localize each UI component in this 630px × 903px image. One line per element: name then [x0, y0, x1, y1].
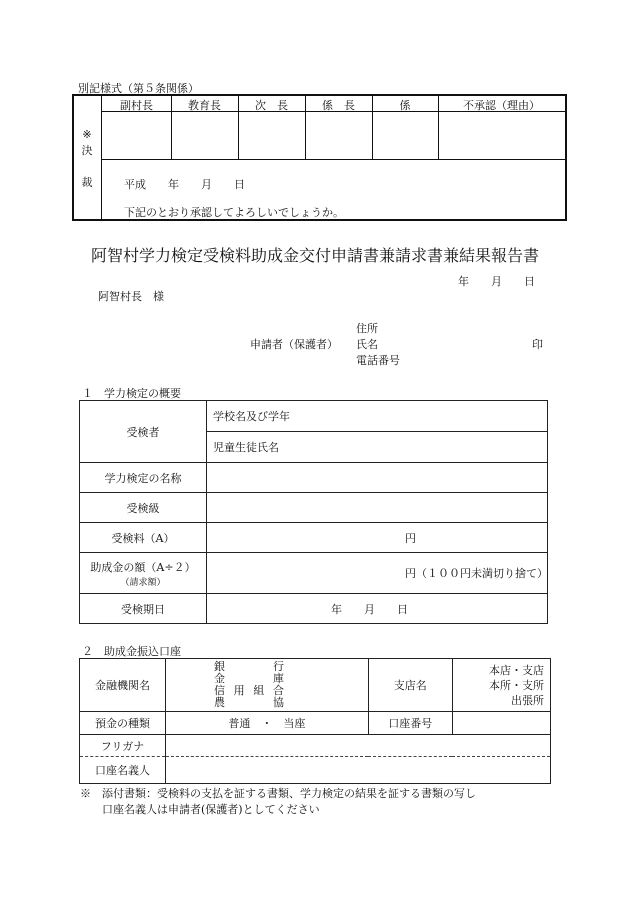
- applicant-phone: 電話番号: [356, 354, 400, 367]
- account-number-label: 口座番号: [368, 712, 452, 735]
- account-holder-field[interactable]: [166, 757, 551, 784]
- subsidy-label: [80, 553, 207, 594]
- approval-date: 平成 年 月 日: [124, 178, 245, 191]
- applicant-label: 申請者（保護者）: [250, 338, 338, 351]
- institution-type-bank: 銀 行: [214, 660, 284, 673]
- furigana-label: フリガナ: [80, 735, 166, 757]
- deposit-type-label: 預金の種類: [80, 712, 166, 735]
- deposit-type-options[interactable]: 普通 ・ 当座: [166, 712, 369, 735]
- role-staff: 係: [399, 99, 411, 112]
- subsidy-label-sub: （請求額）: [120, 577, 166, 588]
- test-name-label: 学力検定の名称: [80, 463, 207, 493]
- subsidy-unit: 円（１００円未満切り捨て）: [405, 567, 548, 580]
- form-title: 阿智村学力検定受検料助成金交付申請書兼請求書兼結果報告書: [90, 246, 539, 265]
- fee-field[interactable]: [207, 523, 548, 553]
- exam-date-field[interactable]: [207, 594, 548, 624]
- approval-divider: [102, 159, 565, 160]
- approval-box: [72, 94, 567, 221]
- furigana-field[interactable]: [166, 735, 551, 757]
- student-name-field[interactable]: 児童生徒氏名: [207, 432, 548, 463]
- approval-request: 下記のとおり承認してよろしいでしょうか。: [124, 206, 344, 219]
- examinee-label: 受検者: [80, 401, 207, 463]
- branch-type-office: 本所・支所: [489, 678, 544, 692]
- approval-side-char: 裁: [81, 176, 93, 189]
- fee-unit: 円: [405, 531, 416, 545]
- approval-mark: ※: [82, 128, 92, 141]
- institution-field[interactable]: [166, 659, 369, 712]
- note-account-holder: 口座名義人は申請者(保護者)としてください: [80, 803, 320, 816]
- test-name-field[interactable]: [207, 463, 548, 493]
- bank-account-table: [79, 658, 551, 784]
- level-label: 受検級: [80, 493, 207, 523]
- note-attachments: ※ 添付書類：受検料の支払を証する書類、学力検定の結果を証する書類の写し: [80, 787, 476, 800]
- subsidy-field[interactable]: [207, 553, 548, 594]
- approval-side-column: [72, 94, 102, 221]
- section2-heading: ２ 助成金振込口座: [82, 645, 181, 658]
- seal-mark: 印: [532, 338, 543, 351]
- approval-side-char: 決: [81, 144, 93, 157]
- exam-overview-table: [79, 400, 548, 624]
- subsidy-label-main: 助成金の額（A÷２）: [90, 560, 196, 574]
- exam-date-label: 受検期日: [80, 594, 207, 624]
- institution-type-shinkin: 金 庫: [214, 672, 284, 685]
- branch-type-outlet: 出張所: [511, 693, 544, 707]
- account-number-field[interactable]: [452, 712, 550, 735]
- branch-field[interactable]: [452, 659, 550, 712]
- applicant-address: 住所: [356, 322, 378, 335]
- applicant-name: 氏名: [356, 338, 378, 351]
- form-style-label: 別記様式（第５条関係）: [78, 82, 199, 95]
- institution-label: 金融機関名: [80, 659, 166, 712]
- exam-date-value: 年 月 日: [331, 602, 408, 616]
- role-superintendent: 教育長: [188, 99, 221, 112]
- section1-heading: １ 学力検定の概要: [82, 387, 181, 400]
- role-disapproval-reason: 不承認（理由）: [463, 99, 540, 112]
- branch-label: 支店名: [368, 659, 452, 712]
- school-grade-field[interactable]: 学校名及び学年: [207, 401, 548, 432]
- account-holder-label: 口座名義人: [80, 757, 166, 784]
- level-field[interactable]: [207, 493, 548, 523]
- fee-label: 受検料（A）: [80, 523, 207, 553]
- role-section-chief: 係 長: [322, 99, 355, 112]
- addressee: 阿智村長 様: [98, 290, 164, 303]
- submission-date: 年 月 日: [458, 275, 535, 288]
- institution-type-credit-union: 信用組合: [214, 684, 284, 697]
- role-vice-mayor: 副村長: [120, 99, 153, 112]
- role-deputy-director: 次 長: [255, 99, 288, 112]
- branch-type-main: 本店・支店: [489, 663, 544, 677]
- institution-type-ja: 農 協: [214, 696, 284, 709]
